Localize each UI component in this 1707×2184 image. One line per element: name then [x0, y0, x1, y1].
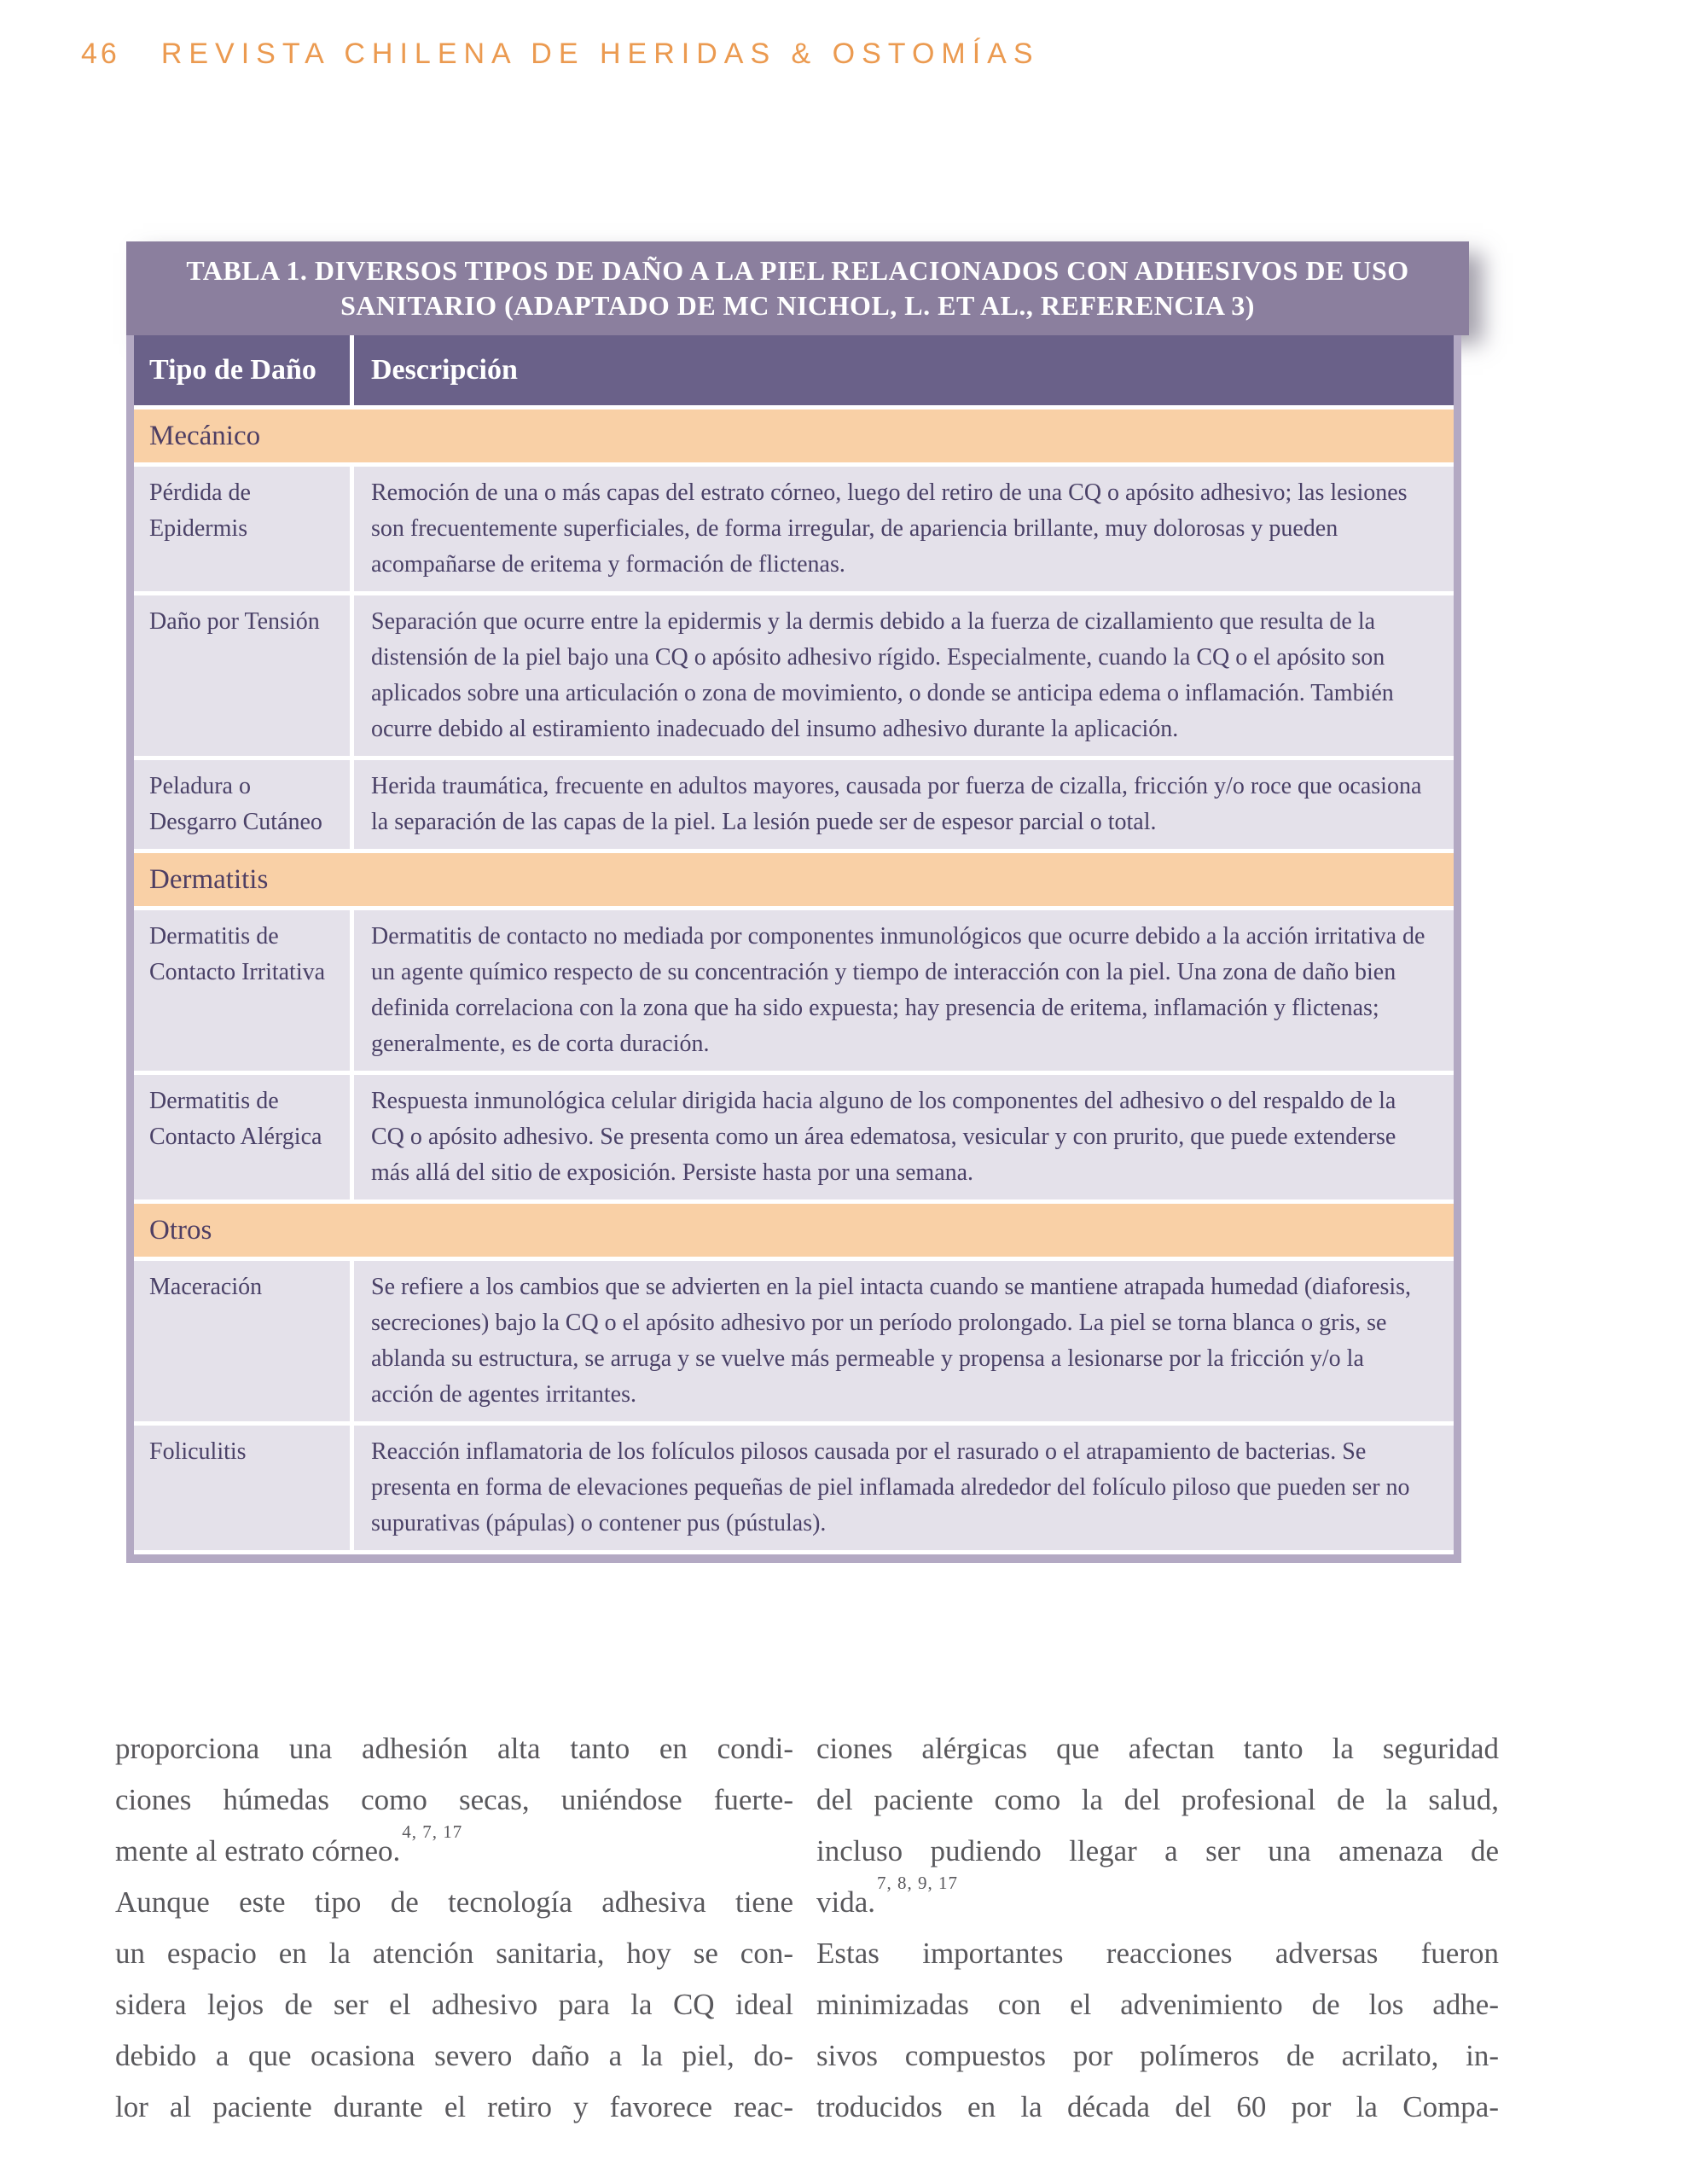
body-text-line: debido a que ocasiona severo daño a la piel, do-: [115, 2039, 793, 2072]
table-row: [134, 910, 1454, 1071]
body-text-line: sivos compuestos por polímeros de acrilato, in-: [816, 2039, 1499, 2072]
description-cell: Reacción inflamatoria de los folículos pilosos causada por el rasurado o el atrapamiento de bacterias. Se presenta en forma de elevaciones pequeñas de piel inflamada alrededor del folículo piloso que pueden ser no supurativas (pápulas) o contener pus (pústulas).: [371, 1438, 1410, 1536]
body-text-fragment: vida.: [816, 1885, 876, 1919]
body-text-line: minimizadas con el advenimiento de los adhe-: [816, 1988, 1499, 2021]
table-title: [126, 241, 1469, 335]
section-header-otros: Otros: [134, 1204, 1454, 1257]
damage-type-cell: Dermatitis de Contacto Alérgica: [134, 1075, 354, 1199]
table-row: [134, 1075, 1454, 1199]
damage-type-cell: Daño por Tensión: [134, 595, 354, 756]
body-text: [115, 1723, 1499, 2133]
section-header-dermatitis: Dermatitis: [134, 853, 1454, 906]
table-title-line: SANITARIO (ADAPTADO DE MC NICHOL, L. ET AL., REFERENCIA 3): [340, 290, 1255, 321]
table-row: [134, 595, 1454, 756]
body-text-line: Aunque este tipo de tecnología adhesiva tiene: [115, 1885, 793, 1919]
running-head: [81, 38, 1040, 71]
body-text-fragment: mente al estrato córneo.: [115, 1834, 401, 1867]
body-text-line: sidera lejos de ser el adhesivo para la CQ ideal: [115, 1988, 793, 2021]
damage-type-cell: Peladura o Desgarro Cutáneo: [134, 760, 354, 849]
table-1: [126, 241, 1461, 1563]
description-cell: Remoción de una o más capas del estrato córneo, luego del retiro de una CQ o apósito adhesivo; las lesiones son frecuentemente superficiales, de forma irregular, de apariencia brillante, muy dolorosas y pueden acompañarse de eritema y formación de flictenas.: [371, 479, 1408, 578]
body-text-line: Estas importantes reacciones adversas fueron: [816, 1937, 1499, 1970]
column-header-descripcion: Descripción: [371, 354, 518, 386]
body-text-line: [816, 1873, 1499, 1928]
body-text-line: incluso pudiendo llegar a ser una amenaza de: [816, 1834, 1499, 1867]
table-row: [134, 1426, 1454, 1550]
reference-superscript: 7, 8, 9, 17: [877, 1873, 959, 1894]
damage-type-cell: Dermatitis de Contacto Irritativa: [134, 910, 354, 1071]
body-text-line: proporciona una adhesión alta tanto en condi-: [115, 1732, 793, 1765]
body-left-column: [115, 1723, 793, 2133]
table-header-row: [134, 335, 1454, 405]
table-row: [134, 1261, 1454, 1421]
description-cell: Dermatitis de contacto no mediada por componentes inmunológicos que ocurre debido a la acción irritativa de un agente químico respecto de su concentración y tiempo de interacción con la piel. Una zona de daño bien definida correlaciona con la zona que ha sido expuesta; hay presencia de eritema, inflamación y flictenas; generalmente, es de corta duración.: [371, 923, 1425, 1057]
table-body: [126, 335, 1461, 1563]
body-text-line: ciones alérgicas que afectan tanto la seguridad: [816, 1732, 1499, 1765]
body-text-line: un espacio en la atención sanitaria, hoy se con-: [115, 1937, 793, 1970]
journal-title: REVISTA CHILENA DE HERIDAS & OSTOMÍAS: [160, 38, 1040, 70]
damage-type-cell: Pérdida de Epidermis: [134, 467, 354, 591]
page-number: 46: [81, 38, 120, 70]
table-title-line: TABLA 1. DIVERSOS TIPOS DE DAÑO A LA PIEL RELACIONADOS CON ADHESIVOS DE USO: [186, 255, 1409, 286]
description-cell: Separación que ocurre entre la epidermis y la dermis debido a la fuerza de cizallamiento que resulta de la distensión de la piel bajo una CQ o apósito adhesivo rígido. Especialmente, cuando la CQ o el apósito son aplicados sobre una articulación o zona de movimiento, o donde se anticipa edema o inflamación. También ocurre debido al estiramiento inadecuado del insumo adhesivo durante la aplicación.: [371, 608, 1394, 742]
section-header-mecanico: Mecánico: [134, 410, 1454, 462]
damage-type-cell: Maceración: [134, 1261, 354, 1421]
reference-superscript: 4, 7, 17: [402, 1821, 463, 1843]
damage-type-cell: Foliculitis: [134, 1426, 354, 1550]
description-cell: Se refiere a los cambios que se advierten en la piel intacta cuando se mantiene atrapada humedad (diaforesis, secreciones) bajo la CQ o el apósito adhesivo por un período prolongado. La piel se torna blanca o gris, se ablanda su estructura, se arruga y se vuelve más permeable y propensa a lesionarse por la fricción y/o la acción de agentes irritantes.: [371, 1274, 1412, 1408]
body-text-line: troducidos en la década del 60 por la Compa-: [816, 2090, 1499, 2123]
body-right-column: [816, 1723, 1499, 2133]
table-row: [134, 467, 1454, 591]
body-text-line: lor al paciente durante el retiro y favorece reac-: [115, 2090, 793, 2123]
table-row: [134, 760, 1454, 849]
body-text-line: ciones húmedas como secas, uniéndose fuerte-: [115, 1783, 793, 1816]
description-cell: Herida traumática, frecuente en adultos mayores, causada por fuerza de cizalla, fricción y/o roce que ocasiona la separación de las capas de la piel. La lesión puede ser de espesor parcial o total.: [371, 773, 1422, 835]
body-text-line: [115, 1821, 793, 1877]
column-header-tipo-de-dano: Tipo de Daño: [134, 335, 354, 405]
body-text-line: del paciente como la del profesional de la salud,: [816, 1783, 1499, 1816]
description-cell: Respuesta inmunológica celular dirigida hacia alguno de los componentes del adhesivo o del respaldo de la CQ o apósito adhesivo. Se presenta como un área edematosa, vesicular y con prurito, que puede extenderse más allá del sitio de exposición. Persiste hasta por una semana.: [371, 1088, 1396, 1186]
